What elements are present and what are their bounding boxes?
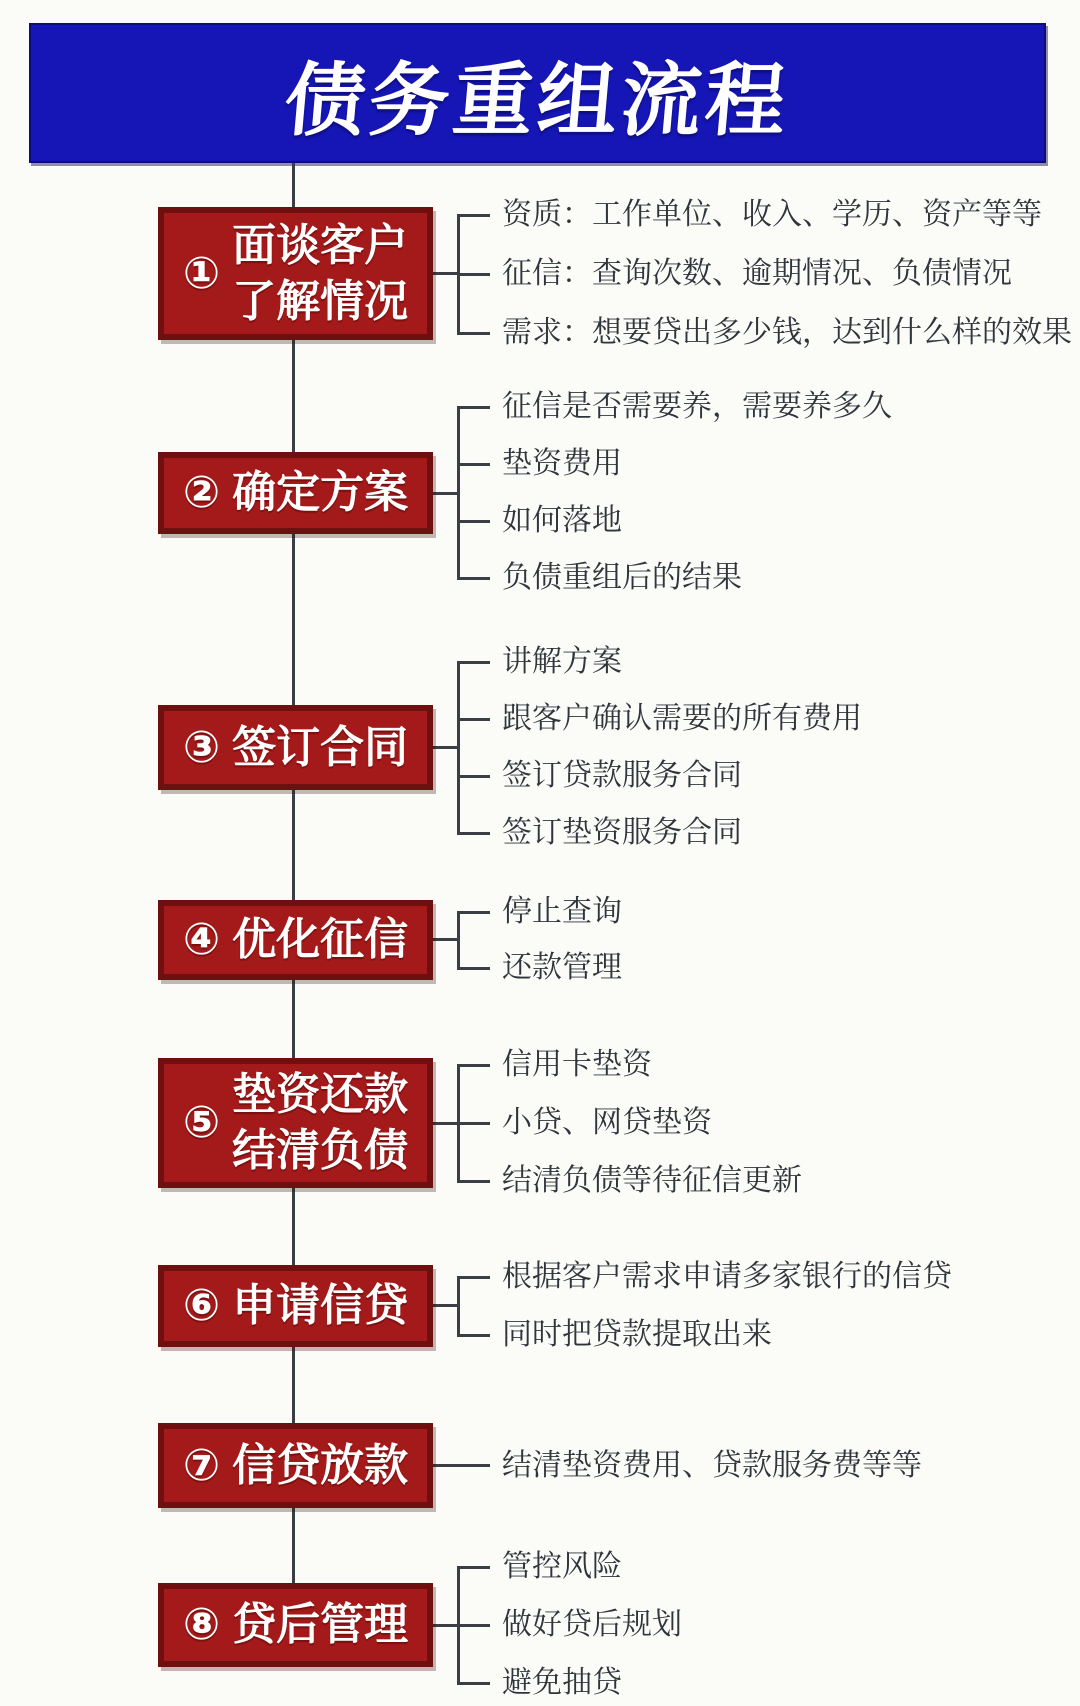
bracket-line xyxy=(457,1276,460,1337)
step-number: ② xyxy=(182,468,221,517)
step-3-box xyxy=(158,705,433,790)
connector-line xyxy=(433,1464,490,1467)
step-2-box xyxy=(158,452,433,534)
step-label-line: 确定方案 xyxy=(232,468,409,517)
connector-line xyxy=(433,272,457,275)
branch-item: 需求：想要贷出多少钱，达到什么样的效果 xyxy=(502,316,1072,349)
step-7-box xyxy=(158,1423,433,1508)
tick-line xyxy=(457,332,490,335)
step-8-box xyxy=(158,1583,433,1667)
step-number: ④ xyxy=(182,915,221,964)
connector-line xyxy=(433,1624,457,1627)
bracket-line xyxy=(457,911,460,970)
step-number: ⑦ xyxy=(182,1440,221,1490)
branch-item: 垫资费用 xyxy=(502,447,622,480)
branch-item: 征信是否需要养，需要养多久 xyxy=(502,390,892,423)
bracket-line xyxy=(457,406,460,580)
tick-line xyxy=(457,520,490,523)
branch-item: 如何落地 xyxy=(502,504,622,537)
tick-line xyxy=(457,577,490,580)
branch-item: 征信：查询次数、逾期情况、负债情况 xyxy=(502,257,1012,290)
branch-item: 做好贷后规划 xyxy=(502,1608,682,1641)
tick-line xyxy=(457,775,490,778)
tick-line xyxy=(457,661,490,664)
branch-item: 停止查询 xyxy=(502,895,622,928)
branch-item: 结清负债等待征信更新 xyxy=(502,1164,802,1197)
tick-line xyxy=(457,832,490,835)
bracket-line xyxy=(457,661,460,835)
page-title: 债务重组流程 xyxy=(280,55,793,145)
tick-line xyxy=(457,273,490,276)
step-number: ⑧ xyxy=(182,1600,221,1649)
tick-line xyxy=(457,214,490,217)
connector-line xyxy=(433,1304,457,1307)
step-6-box xyxy=(158,1265,433,1347)
step-label-line: 签订合同 xyxy=(232,722,409,772)
tick-line xyxy=(457,1624,490,1627)
branch-item: 资质：工作单位、收入、学历、资产等等 xyxy=(502,198,1042,231)
branch-item: 结清垫资费用、贷款服务费等等 xyxy=(502,1449,922,1482)
step-number: ① xyxy=(182,248,221,298)
step-1-box xyxy=(158,207,433,340)
branch-item: 跟客户确认需要的所有费用 xyxy=(502,702,862,735)
tick-line xyxy=(457,967,490,970)
branch-item: 负债重组后的结果 xyxy=(502,561,742,594)
step-label-line: 垫资还款 xyxy=(232,1070,409,1119)
step-label-line: 信贷放款 xyxy=(232,1440,409,1490)
step-number: ⑥ xyxy=(182,1281,221,1330)
step-label-line: 贷后管理 xyxy=(232,1600,409,1649)
connector-line xyxy=(433,1122,457,1125)
branch-item: 还款管理 xyxy=(502,951,622,984)
branch-item: 同时把贷款提取出来 xyxy=(502,1318,772,1351)
step-number: ③ xyxy=(182,722,221,772)
tick-line xyxy=(457,1682,490,1685)
step-number: ⑤ xyxy=(182,1098,221,1147)
branch-item: 信用卡垫资 xyxy=(502,1048,652,1081)
tick-line xyxy=(457,463,490,466)
step-label-line: 结清负债 xyxy=(232,1126,409,1175)
connector-line xyxy=(433,938,457,941)
tick-line xyxy=(457,1334,490,1337)
step-label-line: 优化征信 xyxy=(232,915,409,964)
branch-item: 讲解方案 xyxy=(502,645,622,678)
tick-line xyxy=(457,1122,490,1125)
step-5-box xyxy=(158,1058,433,1188)
step-label-line: 面谈客户 xyxy=(232,220,409,270)
tick-line xyxy=(457,1276,490,1279)
tick-line xyxy=(457,1180,490,1183)
branch-item: 签订贷款服务合同 xyxy=(502,759,742,792)
tick-line xyxy=(457,718,490,721)
tick-line xyxy=(457,406,490,409)
branch-item: 避免抽贷 xyxy=(502,1666,622,1699)
tick-line xyxy=(457,911,490,914)
step-4-box xyxy=(158,900,433,980)
step-label-line: 申请信贷 xyxy=(232,1281,409,1330)
connector-line xyxy=(433,492,457,495)
branch-item: 管控风险 xyxy=(502,1550,622,1583)
step-label-line: 了解情况 xyxy=(232,276,409,326)
branch-item: 小贷、网贷垫资 xyxy=(502,1106,712,1139)
branch-item: 签订垫资服务合同 xyxy=(502,816,742,849)
tick-line xyxy=(457,1064,490,1067)
title-banner xyxy=(29,23,1046,163)
flow-spine-line xyxy=(292,163,295,1583)
connector-line xyxy=(433,746,457,749)
branch-item: 根据客户需求申请多家银行的信贷 xyxy=(502,1260,952,1293)
tick-line xyxy=(457,1566,490,1569)
